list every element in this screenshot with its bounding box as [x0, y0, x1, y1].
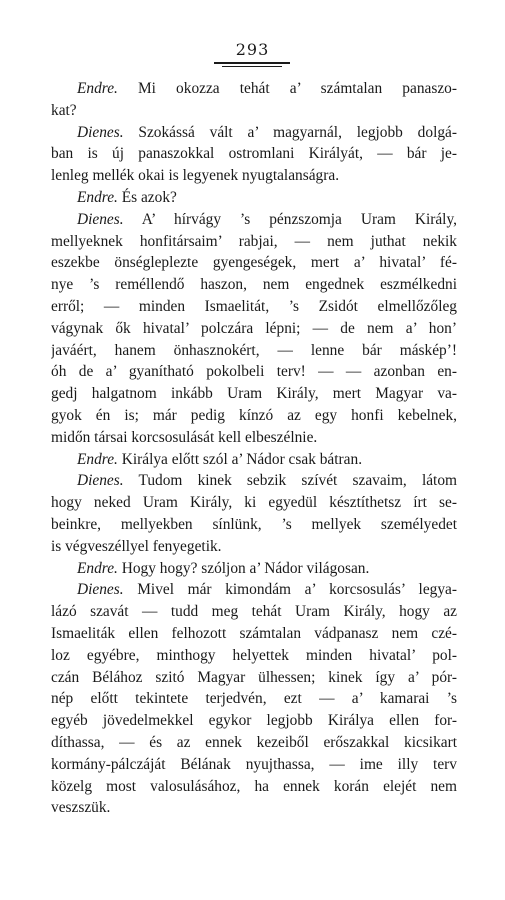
text-line [51, 732, 457, 754]
text-line [51, 340, 457, 362]
text-line [51, 688, 457, 710]
header-rule-thick [214, 62, 290, 64]
speaker-name: Endre. [77, 188, 118, 206]
text-line [51, 623, 457, 645]
text-line [51, 536, 457, 558]
line-text: ban is új panaszokkal ostromlani Királyát, — bár je- [51, 145, 457, 163]
line-text: mellyeknek honfitársaim’ rabjai, — nem juthat nekik [51, 232, 457, 250]
text-line [51, 427, 457, 449]
line-text: beinkre, mellyekben sínlünk, ’s mellyek személyedet [51, 515, 457, 533]
text-line [51, 143, 457, 165]
page-number: 293 [235, 40, 270, 59]
text-line [51, 710, 457, 732]
line-text: gyok én is; már pedig kínzó az egy honfi kebelnek, [51, 406, 457, 424]
line-text: czán Bélához szitó Magyar ülhessen; kinek így a’ pór- [51, 668, 457, 686]
text-line [51, 383, 457, 405]
line-text: kat? [51, 101, 77, 119]
text-line [51, 579, 457, 601]
text-line [51, 754, 457, 776]
line-text: nép előtt tekintete terjedvén, ezt — a’ kamarai ’s [51, 690, 457, 708]
text-line [51, 797, 457, 819]
text-line [51, 231, 457, 253]
line-text: Ismaeliták ellen felhozott számtalan vádpanasz nem czé- [51, 624, 457, 642]
line-text: lenleg mellék okai is legyenek nyugtalanságra. [51, 167, 340, 185]
speaker-name: Dienes. [77, 472, 124, 490]
text-line [51, 492, 457, 514]
text-line [51, 405, 457, 427]
line-text: egyéb jövedelmekkel egykor legjobb Királya ellen for- [51, 712, 457, 730]
text-line [51, 100, 457, 122]
text-line [51, 318, 457, 340]
line-text: loz egyébre, minthogy helyettek minden hivatal’ pol- [51, 646, 457, 664]
line-text: És azok? [117, 188, 177, 206]
speaker-name: Endre. [77, 450, 118, 468]
speaker-name: Endre. [77, 559, 118, 577]
text-line [51, 187, 457, 209]
line-text: javáért, hanem önhasznokért, — lenne bár másképʼ! [51, 341, 457, 359]
line-text: erről; — minden Ismaelitát, ’s Zsidót elmellőzőleg [51, 297, 457, 315]
text-line [51, 514, 457, 536]
text-line [51, 470, 457, 492]
text-line [51, 667, 457, 689]
text-line [51, 361, 457, 383]
line-text: Mi okozza tehát a’ számtalan panaszo- [117, 80, 457, 97]
line-text: midőn társai korcsosulását kell elbeszélnie. [51, 428, 318, 446]
speaker-name: Dienes. [77, 123, 124, 141]
line-text: lázó szavát — tudd meg tehát Uram Király, hogy az [51, 603, 457, 621]
line-text: Mivel már kimondám a’ korcsosulás’ legya- [123, 581, 457, 599]
line-text: gedj halgatnom inkább Uram Király, mert Magyar va- [51, 385, 457, 403]
line-text: veszszük. [51, 799, 111, 817]
speaker-name: Endre. [77, 80, 118, 97]
line-text: óh de a’ gyanítható pokolbeli terv! — — azonban en- [51, 363, 457, 381]
text-line [51, 274, 457, 296]
text-line [51, 252, 457, 274]
speaker-name: Dienes. [77, 210, 124, 228]
line-text: Szokássá vált a’ magyarnál, legjobb dolgá- [123, 123, 457, 141]
text-line [51, 165, 457, 187]
line-text: A’ hírvágy ’s pénzszomja Uram Király, [123, 210, 457, 228]
text-line [51, 78, 457, 100]
line-text: kormány-pálczáját Bélának nyujthassa, — ime illy terv [51, 755, 457, 773]
line-text: vágynak ők hivatal’ polczára lépni; — de nem a’ hon’ [51, 319, 457, 337]
line-text: is végveszéllyel fenyegetik. [51, 537, 222, 555]
speaker-name: Dienes. [77, 581, 124, 599]
line-text: Királya előtt szól a’ Nádor csak bátran. [117, 450, 363, 468]
line-text: Tudom kinek sebzik szívét szavaim, látom [123, 472, 457, 490]
text-line [51, 645, 457, 667]
text-line [51, 209, 457, 231]
line-text: közelg most valosulásához, ha ennek korán elejét nem [51, 777, 457, 795]
line-text: hogy neked Uram Király, ki egyedül késztíthetsz írt se- [51, 494, 457, 512]
text-line [51, 558, 457, 580]
header-rule-thin [222, 66, 282, 67]
text-line [51, 122, 457, 144]
line-text: eszekbe önséglepleztе gyengeségek, mert a’ hivatal’ fé- [51, 254, 457, 272]
dialogue-text [51, 78, 457, 819]
line-text: díthassa, — és az ennek kezeiből erőszakkal kicsikart [51, 733, 457, 751]
text-line [51, 601, 457, 623]
text-line [51, 296, 457, 318]
line-text: nye ’s reméllendő haszon, nem engednek eszmélkedni [51, 276, 457, 294]
text-line [51, 776, 457, 798]
line-text: Hogy hogy? szóljon a’ Nádor világosan. [117, 559, 370, 577]
text-line [51, 449, 457, 471]
